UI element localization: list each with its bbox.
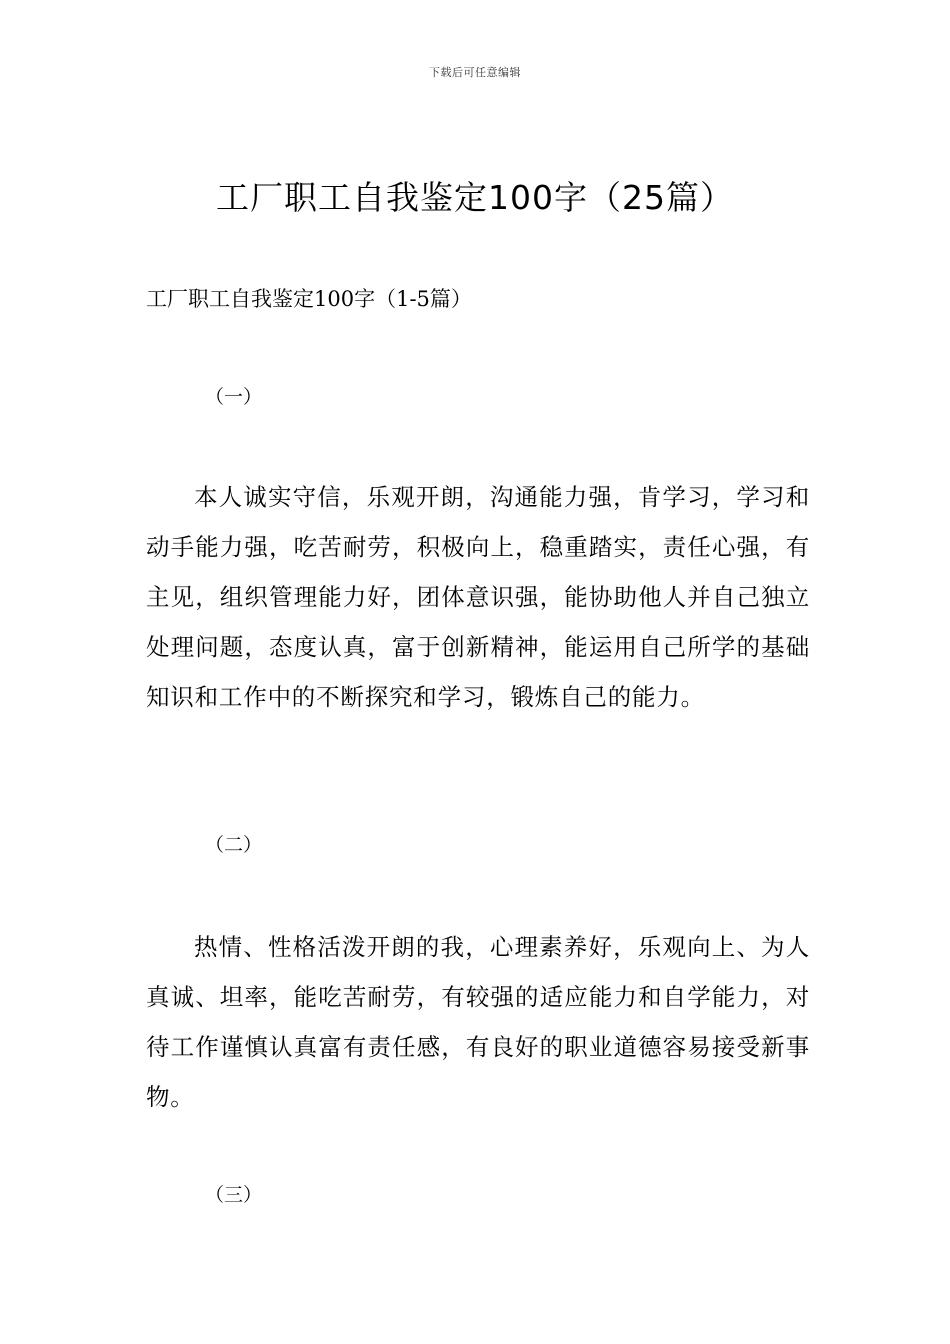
section-label-1: （一） [205, 386, 263, 408]
section-paragraph-2: 热情、性格活泼开朗的我，心理素养好，乐观向上、为人真诚、坦率，能吃苦耐劳，有较强的适应能力和自学能力，对待工作谨慎认真富有责任感，有良好的职业道德容易接受新事物。 [146, 933, 810, 1111]
section-label-2: （二） [205, 834, 263, 856]
document-title: 工厂职工自我鉴定100字（25篇） [216, 178, 734, 217]
header-note: 下载后可任意编辑 [429, 66, 521, 79]
section-label-3: （三） [205, 1184, 263, 1206]
section-paragraph-1: 本人诚实守信，乐观开朗，沟通能力强，肯学习，学习和动手能力强，吃苦耐劳，积极向上，稳重踏实，责任心强，有主见，组织管理能力好，团体意识强，能协助他人并自己独立处理问题，态度认真，富于创新精神，能运用自己所学的基础知识和工作中的不断探究和学习，锻炼自己的能力。 [146, 483, 810, 711]
document-subtitle: 工厂职工自我鉴定100字（1-5篇） [146, 287, 472, 311]
